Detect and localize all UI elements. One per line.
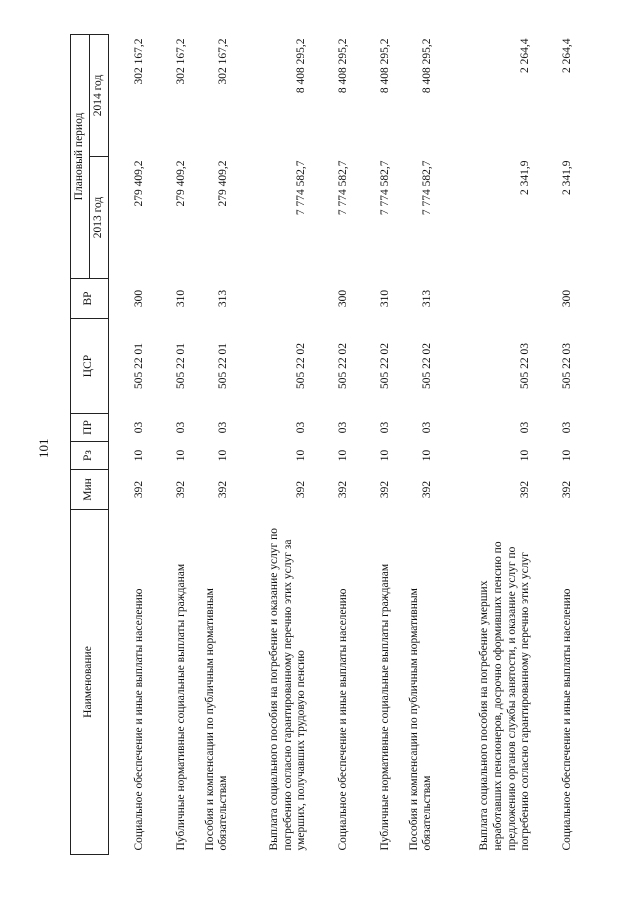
row-2014: 2 264,4 (561, 38, 574, 73)
row-rz: 10 (337, 449, 350, 462)
row-2013: 279 409,2 (217, 160, 230, 207)
row-min: 392 (133, 480, 146, 499)
table-row (536, 34, 578, 854)
row-vr (438, 279, 536, 319)
table-row (396, 34, 438, 854)
header-min: Мин (71, 470, 109, 510)
row-min: 392 (175, 480, 188, 499)
row-vr: 300 (561, 289, 574, 308)
row-vr: 300 (337, 289, 350, 308)
page-number: 101 (36, 438, 51, 458)
row-min: 392 (337, 480, 350, 499)
row-csr: 505 22 01 (175, 343, 188, 389)
header-2014: 2014 год (89, 34, 108, 156)
row-name: Социальное обеспечение и иные выплаты населению (337, 588, 350, 851)
table-header (71, 34, 109, 854)
row-2013: 7 774 582,7 (421, 160, 434, 216)
row-2013: 7 774 582,7 (295, 160, 308, 216)
row-name: Пособия и компенсации по публичным нормативным обязательствам (203, 588, 230, 851)
row-pr: 03 (133, 421, 146, 434)
row-name: Выплата социального пособия на погребение умерших неработавших пенсионеров, досрочно оформивших пенсию по предложению органов службы занятости, и оказание услуг по погребению согласно гарантированному перечню этих услуг (477, 541, 532, 851)
row-min: 392 (421, 480, 434, 499)
row-name: Публичные нормативные социальные выплаты гражданам (379, 563, 392, 851)
header-planned-period: Плановый период (71, 34, 90, 278)
row-2013: 2 341,9 (519, 160, 532, 195)
row-2013: 7 774 582,7 (379, 160, 392, 216)
row-pr: 03 (337, 421, 350, 434)
row-name: Пособия и компенсации по публичным нормативным обязательствам (407, 588, 434, 851)
header-csr: ЦСР (71, 319, 109, 414)
table-row (108, 34, 150, 854)
row-name: Социальное обеспечение и иные выплаты населению (133, 588, 146, 851)
row-min: 392 (561, 480, 574, 499)
row-pr: 03 (519, 421, 532, 434)
row-pr: 03 (175, 421, 188, 434)
table-row (354, 34, 396, 854)
table-row (150, 34, 192, 854)
row-pr: 03 (421, 421, 434, 434)
row-2013: 7 774 582,7 (337, 160, 350, 216)
row-2014: 8 408 295,2 (379, 38, 392, 94)
row-csr: 505 22 01 (217, 343, 230, 389)
row-pr: 03 (217, 421, 230, 434)
row-csr: 505 22 02 (379, 343, 392, 389)
row-csr: 505 22 03 (561, 343, 574, 389)
row-rz: 10 (295, 449, 308, 462)
row-min: 392 (217, 480, 230, 499)
row-vr: 310 (175, 289, 188, 308)
row-2014: 8 408 295,2 (295, 38, 308, 94)
row-vr: 310 (379, 289, 392, 308)
row-csr: 505 22 02 (295, 343, 308, 389)
row-2014: 8 408 295,2 (337, 38, 350, 94)
table-row (192, 34, 234, 854)
row-rz: 10 (421, 449, 434, 462)
header-name: Наименование (71, 510, 109, 855)
rotated-table-container (70, 35, 610, 855)
row-2013: 2 341,9 (561, 160, 574, 195)
row-2014: 302 167,2 (133, 38, 146, 85)
row-pr: 03 (561, 421, 574, 434)
row-name: Выплата социального пособия на погребение и оказание услуг по погребению согласно гарантированному перечню этих услуг за умерших, получавших трудовую пенсию (267, 527, 308, 851)
header-2013: 2013 год (89, 157, 108, 279)
row-name: Социальное обеспечение и иные выплаты населению (561, 588, 574, 851)
row-rz: 10 (133, 449, 146, 462)
header-vr: ВР (71, 279, 109, 319)
row-vr: 300 (133, 289, 146, 308)
row-min: 392 (295, 480, 308, 499)
row-csr: 505 22 03 (519, 343, 532, 389)
header-pr: ПР (71, 414, 109, 442)
row-name: Публичные нормативные социальные выплаты гражданам (175, 563, 188, 851)
row-rz: 10 (217, 449, 230, 462)
row-2013: 279 409,2 (133, 160, 146, 207)
row-2014: 2 264,4 (519, 38, 532, 73)
table-row (438, 34, 536, 854)
table-row (234, 34, 312, 854)
row-2014: 8 408 295,2 (421, 38, 434, 94)
table-row (312, 34, 354, 854)
row-min: 392 (519, 480, 532, 499)
row-2014: 302 167,2 (217, 38, 230, 85)
row-vr (234, 279, 312, 319)
row-csr: 505 22 02 (421, 343, 434, 389)
row-csr: 505 22 01 (133, 343, 146, 389)
row-vr: 313 (217, 289, 230, 308)
budget-table (70, 34, 578, 855)
row-rz: 10 (379, 449, 392, 462)
row-csr: 505 22 02 (337, 343, 350, 389)
row-2013: 279 409,2 (175, 160, 188, 207)
row-rz: 10 (561, 449, 574, 462)
row-pr: 03 (379, 421, 392, 434)
header-rz: Рз (71, 442, 109, 470)
row-min: 392 (379, 480, 392, 499)
row-2014: 302 167,2 (175, 38, 188, 85)
row-vr: 313 (421, 289, 434, 308)
row-rz: 10 (175, 449, 188, 462)
row-rz: 10 (519, 449, 532, 462)
row-pr: 03 (295, 421, 308, 434)
